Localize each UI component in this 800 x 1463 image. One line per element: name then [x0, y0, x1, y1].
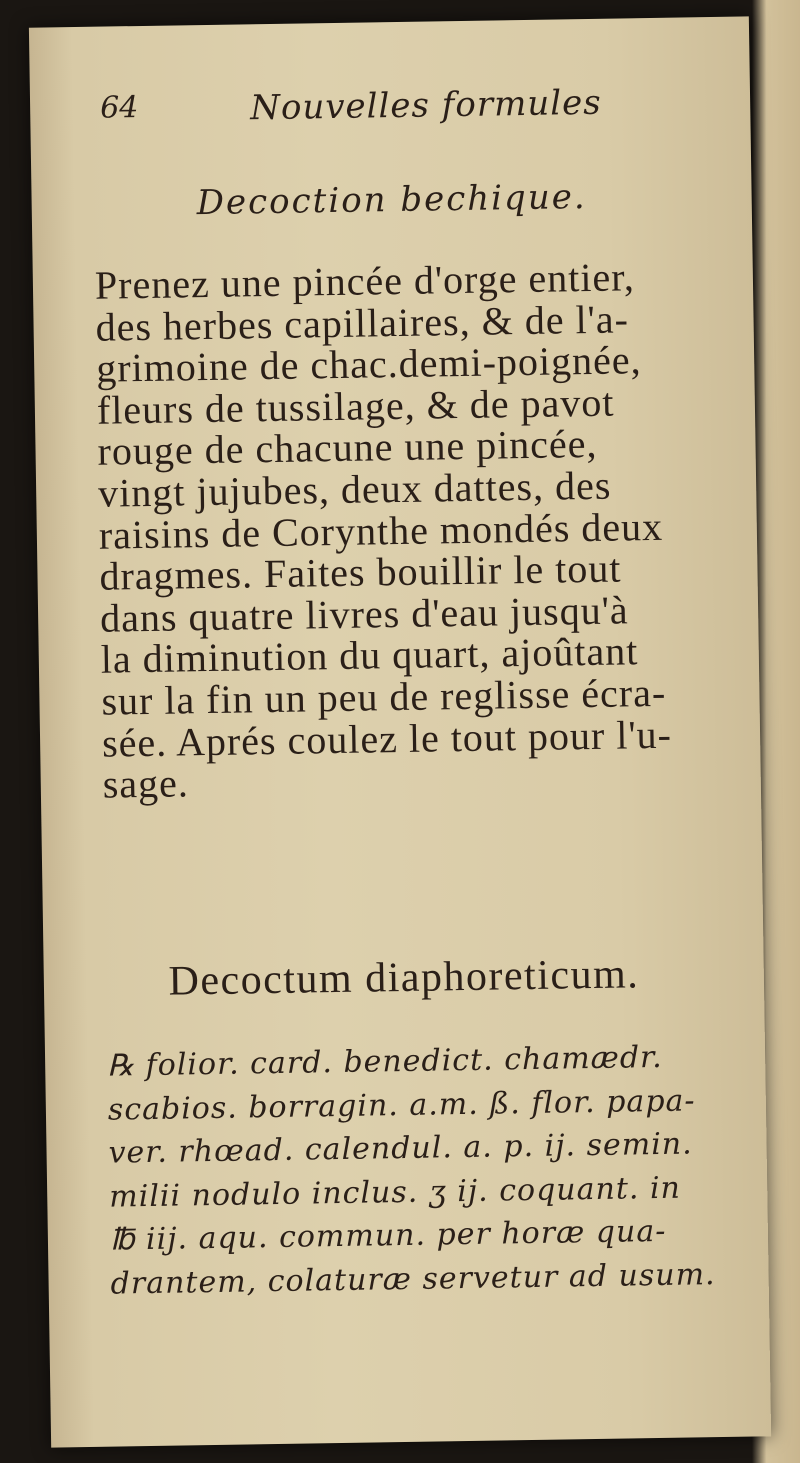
text-line: sage. — [102, 760, 190, 807]
text-line: drantem, colaturæ servetur ad usum. — [110, 1256, 716, 1302]
text-line: milii nodulo inclus. ʒ ij. coquant. in — [108, 1170, 682, 1215]
page-number: 64 — [99, 90, 139, 126]
recipe-text-french — [95, 254, 763, 805]
text-line: sée. Aprés coulez le tout pour l'u- — [101, 711, 673, 766]
text-line: ver. rhœad. calendul. a. p. ij. semin. — [108, 1126, 693, 1171]
text-line: sur la fin un peu de reglisse écra- — [101, 669, 667, 724]
section-title-decoctum-diaphoreticum: Decoctum diaphoreticum. — [168, 951, 640, 1005]
text-line: ℔ iij. aqu. commun. per horæ qua- — [109, 1213, 667, 1258]
text-line: rouge de chacune une pincée, — [97, 421, 598, 475]
text-line: ℞ folior. card. benedict. chamædr. — [106, 1039, 663, 1084]
page-header — [100, 82, 661, 141]
text-line: fleurs de tussilage, & de pavot — [96, 379, 615, 433]
book-page — [29, 16, 771, 1447]
text-line: la diminution du quart, ajoûtant — [100, 628, 639, 683]
text-line: scabios. borragin. a.m. ß. flor. papa- — [107, 1082, 696, 1128]
recipe-text-latin — [107, 1034, 771, 1305]
text-line: dans quatre livres d'eau jusqu'à — [99, 587, 629, 641]
text-line: grimoine de chac.demi-poignée, — [95, 337, 642, 391]
section-title-decoction-bechique: Decoction bechique. — [196, 177, 587, 224]
text-line: vingt jujubes, deux dattes, des — [97, 462, 612, 516]
running-head: Nouvelles formules — [249, 82, 602, 129]
text-line: raisins de Corynthe mondés deux — [98, 503, 664, 558]
text-line: Prenez une pincée d'orge entier, — [94, 254, 636, 308]
text-line: dragmes. Faites bouillir le tout — [99, 545, 622, 599]
text-line: des herbes capillaires, & de l'a- — [95, 295, 630, 350]
